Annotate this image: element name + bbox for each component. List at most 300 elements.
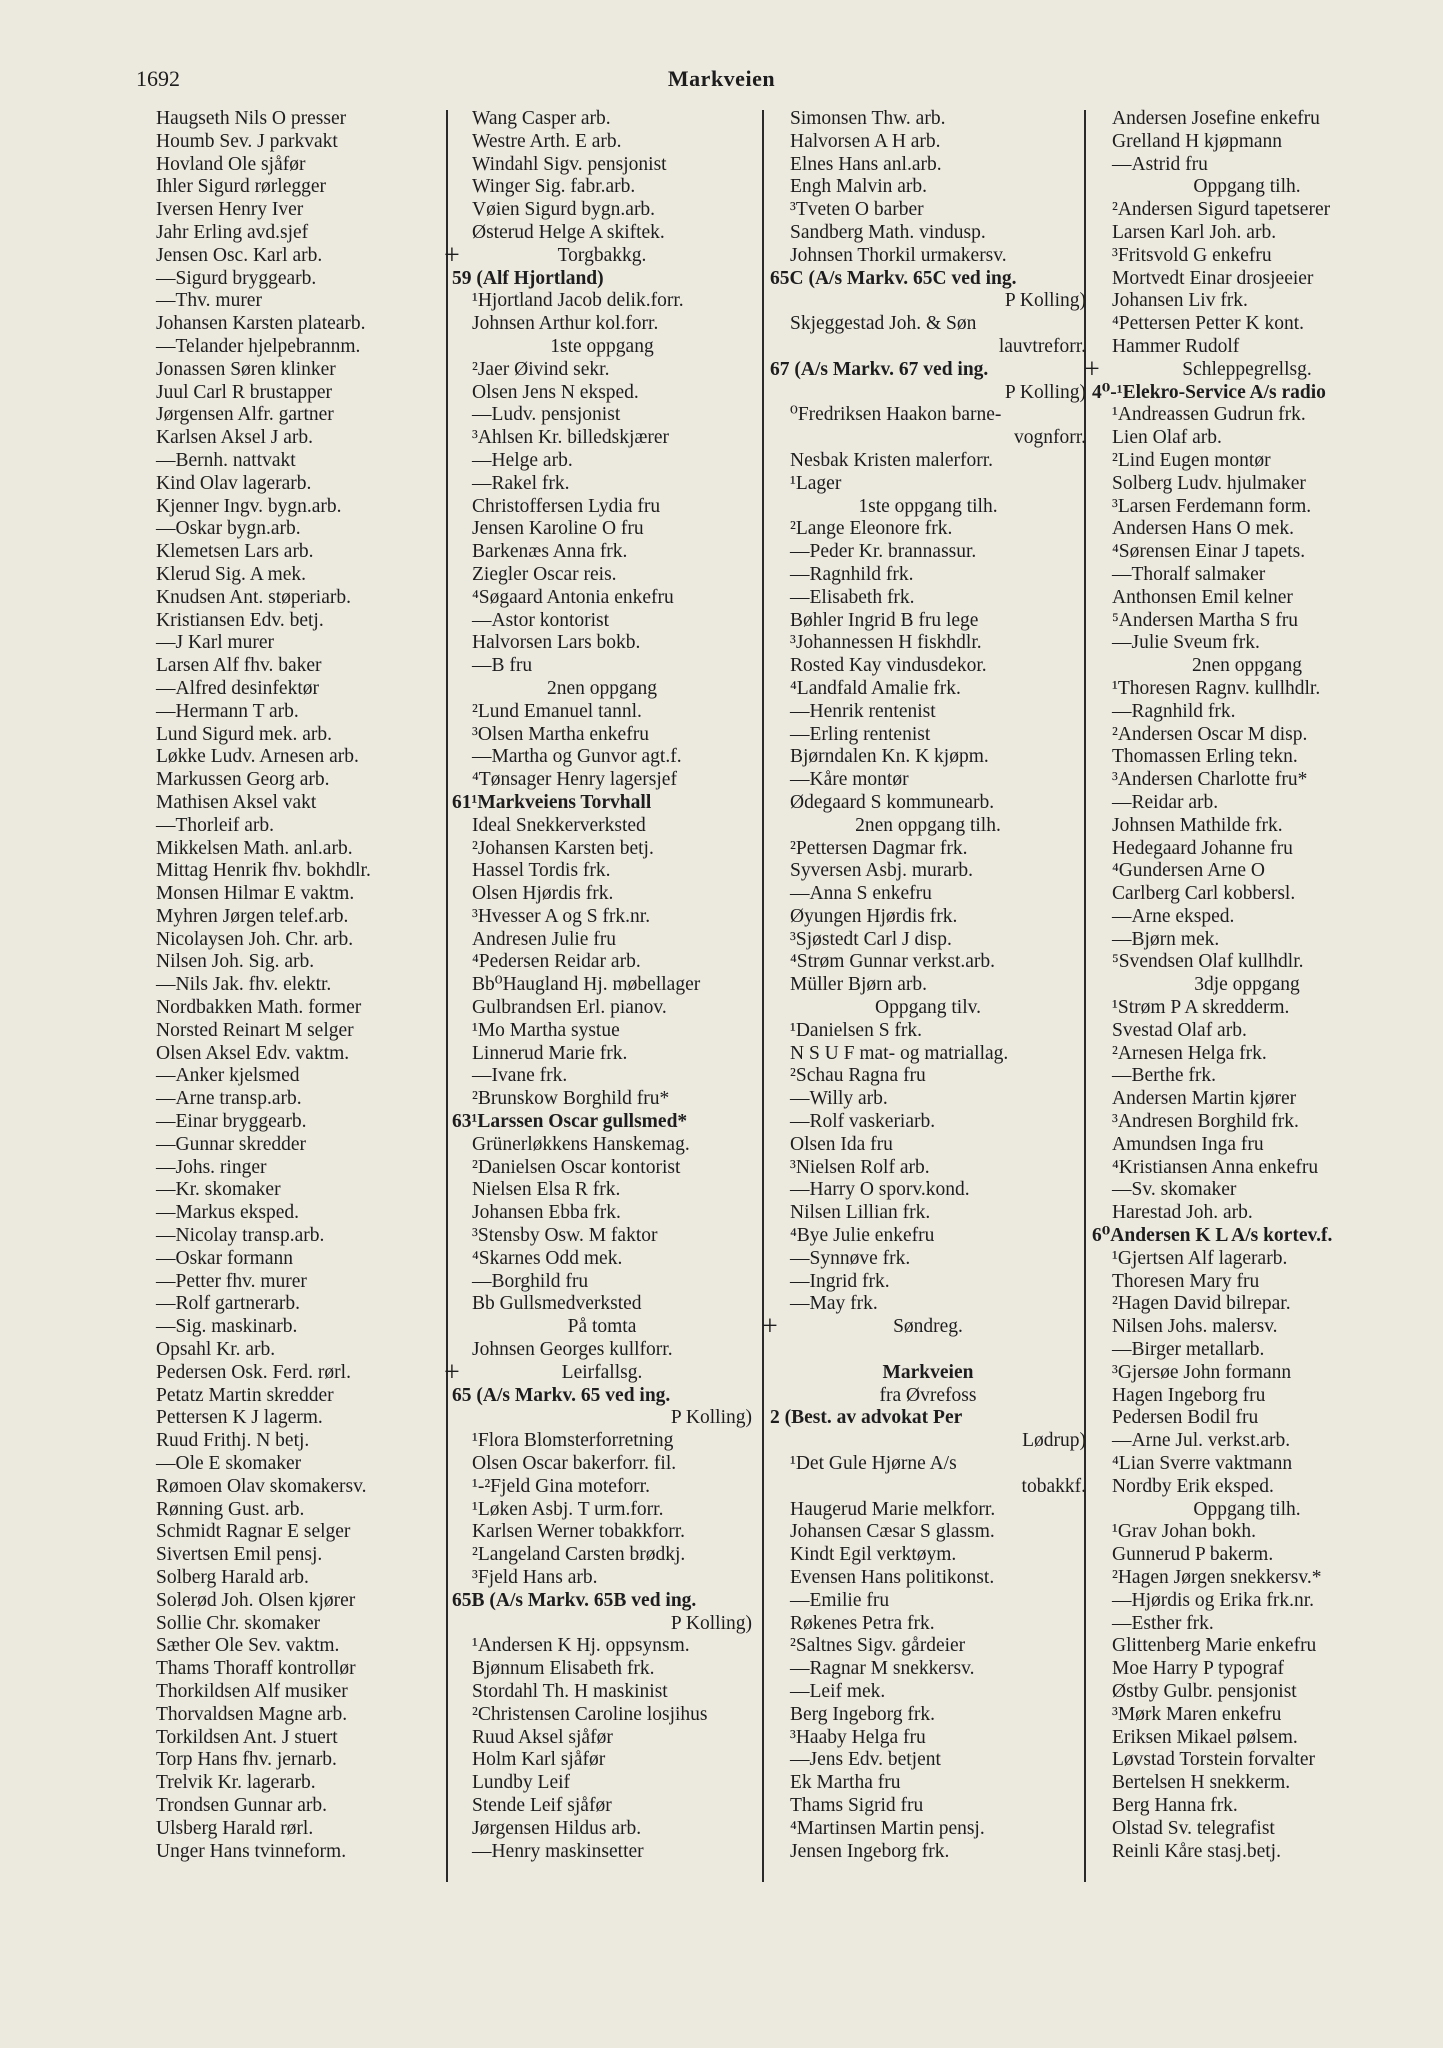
entry-text: Trelvik Kr. lagerarb. — [156, 1772, 316, 1794]
entry-text: 67 (A/s Markv. 67 ved ing. — [770, 358, 989, 380]
entry-text: 2nen oppgang tilh. — [855, 814, 1001, 836]
entry-text: —Ragnhild frk. — [1112, 700, 1236, 722]
directory-entry — [136, 450, 426, 473]
entry-text: ⁰Fredriksen Haakon barne- — [790, 404, 1002, 426]
directory-entry — [1092, 518, 1402, 541]
section-label — [452, 678, 752, 701]
directory-entry — [1092, 1134, 1402, 1157]
directory-entry — [1092, 1749, 1402, 1772]
entry-text: —J Karl murer — [156, 632, 275, 654]
cross-icon: + — [762, 1311, 778, 1343]
directory-entry — [770, 1225, 1086, 1248]
entry-text: —Reidar arb. — [1112, 791, 1219, 813]
page-number: 1692 — [136, 66, 180, 91]
directory-entry — [1092, 1453, 1402, 1476]
entry-text: Ruud Frithj. N betj. — [156, 1430, 310, 1452]
entry-text: Kjenner Ingv. bygn.arb. — [156, 495, 342, 517]
entry-text: Oppgang tilv. — [875, 997, 981, 1019]
entry-text: Winger Sig. fabr.arb. — [472, 176, 636, 198]
directory-entry — [136, 838, 426, 861]
directory-entry — [1092, 245, 1402, 268]
entry-text: ²Danielsen Oscar kontorist — [472, 1156, 681, 1178]
entry-text: Elnes Hans anl.arb. — [790, 153, 942, 175]
directory-entry — [1092, 587, 1402, 610]
directory-entry — [452, 724, 752, 747]
directory-entry — [136, 1681, 426, 1704]
directory-entry — [136, 131, 426, 154]
entry-text: Olsen Jens N eksped. — [472, 381, 639, 403]
directory-entry — [136, 1248, 426, 1271]
entry-text: 65B (A/s Markv. 65B ved ing. — [452, 1589, 697, 1611]
entry-text: Nielsen Elsa R frk. — [472, 1179, 621, 1201]
entry-text: 2nen oppgang — [1192, 655, 1302, 677]
entry-text: Klerud Sig. A mek. — [156, 563, 307, 585]
directory-entry — [452, 883, 752, 906]
directory-entry — [770, 1271, 1086, 1294]
directory-entry — [452, 1020, 752, 1043]
directory-entry — [136, 427, 426, 450]
directory-entry — [452, 1613, 752, 1636]
entry-text: —Bjørn mek. — [1112, 928, 1220, 950]
entry-text: —Ivane frk. — [472, 1065, 568, 1087]
entry-text: Kind Olav lagerarb. — [156, 472, 312, 494]
entry-text: Nordby Erik eksped. — [1112, 1475, 1274, 1497]
directory-entry — [770, 290, 1086, 313]
directory-entry — [770, 382, 1086, 405]
entry-text: —Telander hjelpebrannm. — [156, 335, 361, 357]
directory-entry — [770, 974, 1086, 997]
directory-entry — [136, 769, 426, 792]
entry-text: Markussen Georg arb. — [156, 769, 330, 791]
entry-text: Ulsberg Harald rørl. — [156, 1817, 314, 1839]
directory-entry — [1092, 1544, 1402, 1567]
directory-entry — [1092, 1658, 1402, 1681]
directory-entry — [452, 1544, 752, 1567]
directory-entry — [452, 1157, 752, 1180]
entry-text: —Alfred desinfektør — [156, 677, 319, 699]
directory-entry — [770, 1430, 1086, 1453]
directory-entry — [136, 496, 426, 519]
entry-text: Olsen Hjørdis frk. — [472, 883, 614, 905]
entry-text: Øyungen Hjørdis frk. — [790, 905, 958, 927]
entry-text: —Nicolay transp.arb. — [156, 1225, 325, 1247]
directory-entry — [136, 1521, 426, 1544]
entry-text: Nilsen Joh. Sig. arb. — [156, 951, 315, 973]
directory-entry — [452, 587, 752, 610]
directory-entry — [770, 427, 1086, 450]
directory-entry — [1092, 883, 1402, 906]
directory-entry — [770, 313, 1086, 336]
directory-entry — [770, 1020, 1086, 1043]
entry-text: Hammer Rudolf — [1112, 335, 1240, 357]
entry-text: Ek Martha fru — [790, 1772, 901, 1794]
entry-text: —Kr. skomaker — [156, 1179, 281, 1201]
address-heading — [1092, 1225, 1402, 1248]
directory-entry — [136, 1407, 426, 1430]
entry-text: Karlsen Aksel J arb. — [156, 427, 314, 449]
entry-text: Svestad Olaf arb. — [1112, 1019, 1247, 1041]
directory-entry — [452, 564, 752, 587]
entry-text: Lundby Leif — [472, 1772, 571, 1794]
entry-text: —Erling rentenist — [790, 723, 931, 745]
directory-entry — [136, 1157, 426, 1180]
entry-text: ¹Andreassen Gudrun frk. — [1112, 404, 1306, 426]
entry-text: —Astor kontorist — [472, 609, 610, 631]
entry-text: Westre Arth. E arb. — [472, 130, 622, 152]
directory-entry — [1092, 1613, 1402, 1636]
directory-entry — [1092, 1043, 1402, 1066]
entry-text: Anthonsen Emil kelner — [1112, 586, 1293, 608]
directory-entry — [136, 1841, 426, 1864]
directory-entry — [136, 518, 426, 541]
directory-entry — [452, 1248, 752, 1271]
entry-text: ³Andersen Charlotte fru* — [1112, 769, 1308, 791]
directory-entry — [136, 1202, 426, 1225]
directory-entry — [1092, 838, 1402, 861]
directory-entry — [452, 404, 752, 427]
entry-text: —Hjørdis og Erika frk.nr. — [1112, 1589, 1315, 1611]
entry-text: Engh Malvin arb. — [790, 176, 928, 198]
entry-text: Evensen Hans politikonst. — [790, 1567, 995, 1588]
section-label — [770, 1385, 1086, 1408]
entry-text: Kindt Egil verktøym. — [790, 1544, 957, 1566]
entry-text: Johansen Liv frk. — [1112, 290, 1248, 312]
entry-text: Jahr Erling avd.sjef — [156, 221, 309, 243]
entry-text: ²Christensen Caroline losjihus — [472, 1703, 708, 1725]
entry-text: Markveien — [882, 1361, 974, 1383]
directory-entry — [770, 860, 1086, 883]
directory-entry — [452, 473, 752, 496]
directory-entry — [770, 1727, 1086, 1750]
directory-entry — [136, 1020, 426, 1043]
entry-text: Vøien Sigurd bygn.arb. — [472, 199, 656, 221]
directory-entry — [770, 154, 1086, 177]
entry-text: Berg Ingeborg frk. — [790, 1703, 935, 1725]
entry-text: Berg Hanna frk. — [1112, 1794, 1238, 1816]
directory-entry — [452, 655, 752, 678]
directory-entry — [452, 541, 752, 564]
entry-text: ³Johannessen H fiskhdlr. — [790, 632, 982, 654]
directory-entry — [770, 564, 1086, 587]
directory-entry — [136, 815, 426, 838]
directory-entry — [136, 245, 426, 268]
directory-entry — [136, 1727, 426, 1750]
entry-text: ²Saltnes Sigv. gårdeier — [790, 1635, 966, 1657]
directory-entry — [1092, 496, 1402, 519]
entry-text: —Arne transp.arb. — [156, 1088, 302, 1110]
directory-entry — [1092, 701, 1402, 724]
directory-entry — [770, 518, 1086, 541]
directory-entry — [136, 1225, 426, 1248]
entry-text: 2 (Best. av advokat Per — [770, 1407, 963, 1429]
entry-text: ³Gjersøe John formann — [1112, 1361, 1292, 1383]
directory-entry — [1092, 1407, 1402, 1430]
entry-text: Gulbrandsen Erl. pianov. — [472, 997, 667, 1019]
directory-entry — [452, 1453, 752, 1476]
directory-entry — [1092, 1430, 1402, 1453]
directory-entry — [1092, 473, 1402, 496]
directory-entry — [1092, 199, 1402, 222]
directory-entry — [1092, 1841, 1402, 1864]
entry-text: ⁴Søgaard Antonia enkefru — [472, 586, 674, 608]
entry-text: Opsahl Kr. arb. — [156, 1339, 276, 1361]
entry-text: Johnsen Arthur kol.forr. — [472, 313, 659, 335]
entry-text: Sandberg Math. vindusp. — [790, 221, 986, 243]
entry-text: Stende Leif sjåfør — [472, 1794, 612, 1816]
directory-entry — [452, 838, 752, 861]
entry-text: Olstad Sv. telegrafist — [1112, 1817, 1275, 1839]
directory-entry — [452, 1521, 752, 1544]
directory-entry — [136, 1453, 426, 1476]
directory-entry — [452, 906, 752, 929]
entry-text: —Anker kjelsmed — [156, 1065, 300, 1087]
directory-entry — [1092, 1521, 1402, 1544]
directory-entry — [1092, 1248, 1402, 1271]
directory-entry — [452, 222, 752, 245]
entry-text: ⁴Lian Sverre vaktmann — [1112, 1453, 1293, 1475]
entry-text: Løvstad Torstein forvalter — [1112, 1749, 1315, 1771]
directory-column-4 — [1084, 108, 1402, 1863]
directory-entry — [1092, 632, 1402, 655]
entry-text: Hassel Tordis frk. — [472, 860, 611, 882]
entry-text: —B fru — [472, 655, 533, 677]
directory-entry — [1092, 427, 1402, 450]
directory-entry — [136, 154, 426, 177]
directory-entry — [452, 610, 752, 633]
entry-text: Andersen Hans O mek. — [1112, 518, 1294, 540]
directory-entry — [1092, 564, 1402, 587]
entry-text: ³Sjøstedt Carl J disp. — [790, 928, 952, 950]
directory-entry — [452, 1043, 752, 1066]
entry-text: Thomassen Erling tekn. — [1112, 746, 1298, 768]
entry-text: ¹Andersen K Hj. oppsynsm. — [472, 1635, 690, 1657]
entry-text: ⁵Svendsen Olaf kullhdlr. — [1112, 951, 1304, 973]
column-rule — [446, 110, 448, 1882]
entry-text: Grünerløkkens Hanskemag. — [472, 1133, 690, 1155]
directory-entry — [770, 632, 1086, 655]
street-crossing — [444, 1356, 752, 1388]
entry-text: Johansen Cæsar S glassm. — [790, 1521, 995, 1543]
entry-text: Solberg Harald arb. — [156, 1567, 309, 1588]
cross-icon: + — [444, 1356, 460, 1388]
directory-entry — [136, 1362, 426, 1385]
directory-entry — [452, 496, 752, 519]
directory-entry — [136, 678, 426, 701]
entry-text: —Emilie fru — [790, 1589, 890, 1611]
entry-text: P Kolling) — [670, 1612, 752, 1634]
directory-entry — [770, 838, 1086, 861]
directory-entry — [452, 860, 752, 883]
entry-text: Thams Thoraff kontrollør — [156, 1658, 356, 1680]
entry-text: Unger Hans tvinneform. — [156, 1840, 347, 1862]
entry-text: Solerød Joh. Olsen kjører — [156, 1589, 356, 1611]
directory-entry — [770, 131, 1086, 154]
directory-entry — [1092, 1316, 1402, 1339]
directory-entry — [1092, 610, 1402, 633]
entry-text: Jensen Ingeborg frk. — [790, 1840, 950, 1862]
directory-entry — [452, 1271, 752, 1294]
entry-text: Johnsen Mathilde frk. — [1112, 814, 1283, 836]
entry-text: Rønning Gust. arb. — [156, 1498, 305, 1520]
directory-entry — [136, 1271, 426, 1294]
entry-text: ⁴Kristiansen Anna enkefru — [1112, 1156, 1319, 1178]
directory-entry — [452, 518, 752, 541]
entry-text: —Esther frk. — [1112, 1612, 1214, 1634]
directory-entry — [770, 1795, 1086, 1818]
directory-entry — [452, 359, 752, 382]
page-heading: Markveien — [667, 66, 776, 91]
entry-text: ¹Thoresen Ragnv. kullhdlr. — [1112, 677, 1321, 699]
cross-icon: + — [444, 239, 460, 271]
address-heading — [770, 268, 1086, 291]
directory-entry — [1092, 1202, 1402, 1225]
entry-text: ²Andersen Sigurd tapetserer — [1112, 199, 1331, 221]
entry-text: ⁴Skarnes Odd mek. — [472, 1247, 623, 1269]
entry-text: Mortvedt Einar drosjeeier — [1112, 267, 1314, 289]
directory-entry — [452, 1658, 752, 1681]
directory-entry — [452, 1841, 752, 1864]
directory-entry — [136, 1385, 426, 1408]
directory-entry — [136, 1590, 426, 1613]
directory-entry — [136, 1567, 426, 1590]
directory-entry — [136, 541, 426, 564]
entry-text: —Ragnhild frk. — [790, 563, 914, 585]
entry-text: —Astrid fru — [1112, 153, 1208, 175]
entry-text: Lødrup) — [1022, 1430, 1086, 1452]
entry-text: Syversen Asbj. murarb. — [790, 860, 974, 882]
entry-text: ¹Mo Martha systue — [472, 1019, 620, 1041]
entry-text: —Arne eksped. — [1112, 905, 1235, 927]
directory-entry — [452, 1407, 752, 1430]
entry-text: ²Arnesen Helga frk. — [1112, 1042, 1267, 1064]
entry-text: —Arne Jul. verkst.arb. — [1112, 1430, 1291, 1452]
entry-text: Simonsen Thw. arb. — [790, 108, 946, 129]
entry-text: —Thv. murer — [156, 290, 262, 312]
entry-text: Torp Hans fhv. jernarb. — [156, 1749, 337, 1771]
directory-entry — [136, 1065, 426, 1088]
directory-entry — [1092, 450, 1402, 473]
directory-entry — [770, 1111, 1086, 1134]
address-heading — [770, 359, 1086, 382]
entry-text: Ruud Aksel sjåfør — [472, 1726, 613, 1748]
directory-entry — [1092, 1362, 1402, 1385]
entry-text: Houmb Sev. J parkvakt — [156, 130, 338, 152]
directory-entry — [1092, 313, 1402, 336]
directory-entry — [452, 1293, 752, 1316]
directory-entry — [1092, 860, 1402, 883]
entry-text: —Markus eksped. — [156, 1202, 299, 1224]
directory-entry — [770, 199, 1086, 222]
directory-entry — [452, 450, 752, 473]
directory-entry — [1092, 290, 1402, 313]
entry-text: Bb⁰Haugland Hj. møbellager — [472, 974, 701, 996]
directory-entry — [452, 1430, 752, 1453]
entry-text: Andresen Julie fru — [472, 928, 617, 950]
directory-entry — [136, 632, 426, 655]
entry-text: Pedersen Bodil fru — [1112, 1407, 1259, 1429]
directory-entry — [452, 769, 752, 792]
entry-text: Jensen Osc. Karl arb. — [156, 244, 323, 266]
entry-text: ⁵Andersen Martha S fru — [1112, 609, 1299, 631]
entry-text: Jonassen Søren klinker — [156, 358, 336, 380]
directory-entry — [1092, 1704, 1402, 1727]
directory-entry — [136, 1818, 426, 1841]
directory-entry — [136, 473, 426, 496]
directory-entry — [1092, 724, 1402, 747]
entry-text: Nilsen Johs. malersv. — [1112, 1316, 1278, 1338]
directory-entry — [770, 108, 1086, 131]
directory-entry — [136, 746, 426, 769]
directory-entry — [1092, 541, 1402, 564]
directory-entry — [136, 1293, 426, 1316]
directory-entry — [1092, 792, 1402, 815]
entry-text: 65C (A/s Markv. 65C ved ing. — [770, 267, 1017, 289]
entry-text: 61¹Markveiens Torvhall — [452, 791, 652, 813]
entry-text: ¹Danielsen S frk. — [790, 1019, 923, 1041]
directory-entry — [452, 176, 752, 199]
entry-text: —Rolf vaskeriarb. — [790, 1111, 936, 1133]
directory-entry — [452, 1065, 752, 1088]
entry-text: P Kolling) — [670, 1407, 752, 1429]
entry-text: Olsen Ida fru — [790, 1133, 893, 1155]
entry-text: Leirfallsg. — [561, 1361, 643, 1383]
entry-text: ²Brunskow Borghild fru* — [472, 1088, 670, 1110]
directory-entry — [770, 1749, 1086, 1772]
directory-entry — [1092, 1635, 1402, 1658]
entry-text: Ihler Sigurd rørlegger — [156, 176, 327, 198]
directory-entry — [136, 1704, 426, 1727]
entry-text: —Henry maskinsetter — [472, 1840, 644, 1862]
entry-text: N S U F mat- og matriallag. — [790, 1042, 1009, 1064]
entry-text: —Elisabeth frk. — [790, 586, 915, 608]
entry-text: Østerud Helge A skiftek. — [472, 221, 665, 243]
directory-entry — [770, 1088, 1086, 1111]
entry-text: Torkildsen Ant. J stuert — [156, 1726, 338, 1748]
entry-text: ²Schau Ragna fru — [790, 1065, 926, 1087]
section-label — [1092, 1499, 1402, 1522]
directory-entry — [452, 382, 752, 405]
directory-entry — [770, 1065, 1086, 1088]
directory-entry — [770, 176, 1086, 199]
directory-column-2 — [444, 108, 752, 1863]
entry-text: —Hermann T arb. — [156, 700, 299, 722]
entry-text: —Harry O sporv.kond. — [790, 1179, 970, 1201]
directory-entry — [770, 1613, 1086, 1636]
entry-text: —Sig. maskinarb. — [156, 1316, 298, 1338]
entry-text: ²Hagen David bilrepar. — [1112, 1293, 1291, 1315]
directory-entry — [1092, 1088, 1402, 1111]
entry-text: ²Lund Emanuel tannl. — [472, 700, 642, 722]
entry-text: —Willy arb. — [790, 1088, 888, 1110]
directory-entry — [452, 997, 752, 1020]
directory-entry — [136, 587, 426, 610]
directory-entry — [452, 1339, 752, 1362]
entry-text: ²Langeland Carsten brødkj. — [472, 1544, 686, 1566]
entry-text: Wang Casper arb. — [472, 108, 611, 129]
entry-text: Trondsen Gunnar arb. — [156, 1794, 327, 1816]
entry-text: —Henrik rentenist — [790, 700, 936, 722]
entry-text: 65 (A/s Markv. 65 ved ing. — [452, 1384, 671, 1406]
directory-entry — [452, 746, 752, 769]
entry-text: vognforr. — [1013, 427, 1086, 449]
directory-entry — [770, 473, 1086, 496]
directory-entry — [452, 1567, 752, 1590]
entry-text: Jensen Karoline O fru — [472, 518, 644, 540]
address-heading — [1092, 382, 1402, 405]
directory-entry — [770, 450, 1086, 473]
entry-text: ³Ahlsen Kr. billedskjærer — [472, 427, 670, 449]
directory-entry — [452, 427, 752, 450]
